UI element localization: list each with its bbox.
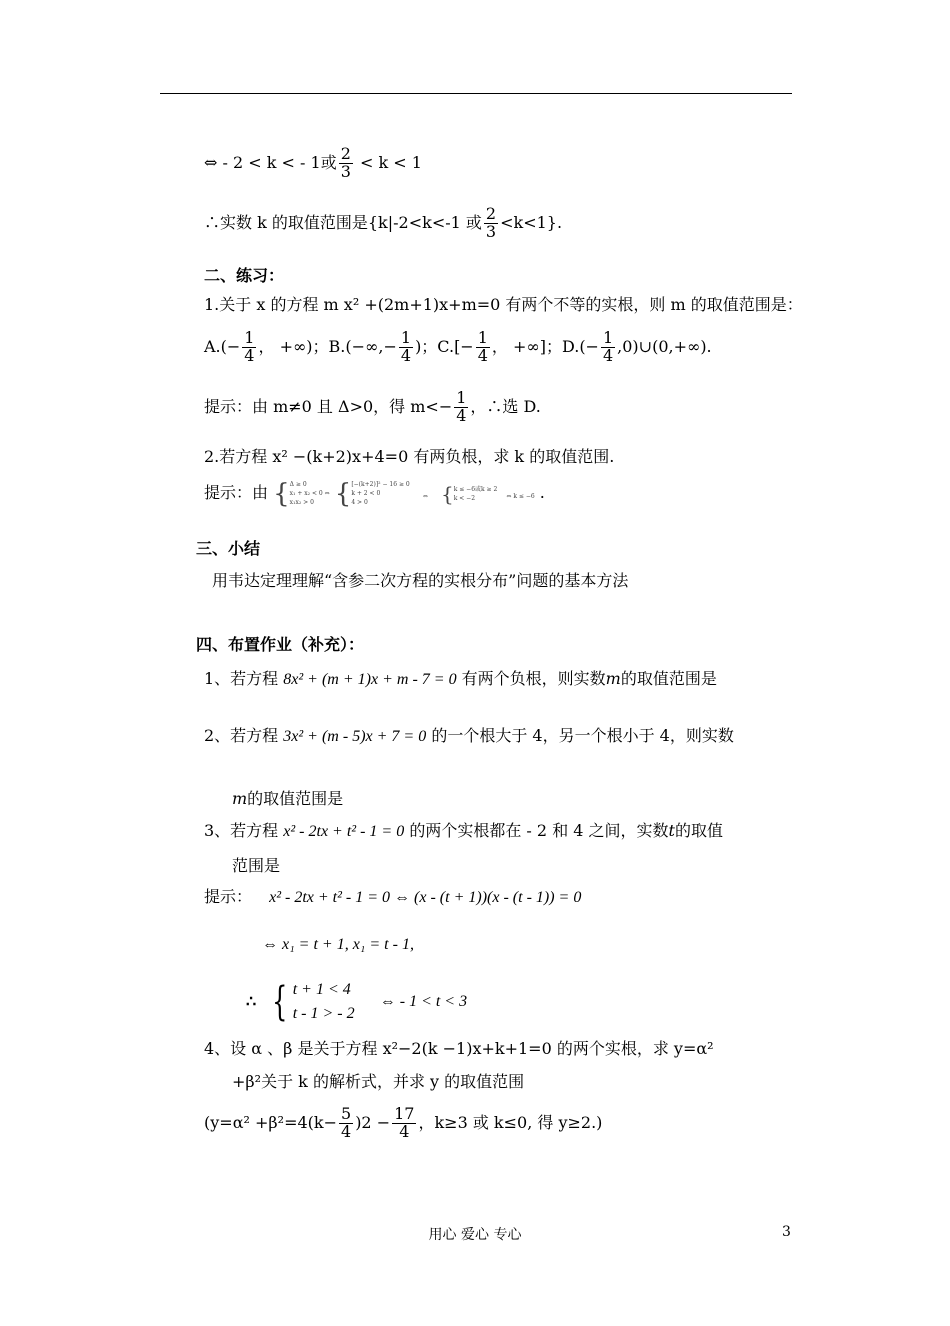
denominator: 4 [341,1121,352,1141]
hint-2-system-1 [273,480,330,507]
row: [−(k+2)]² − 16 ≥ 0 [351,481,410,488]
fraction [476,330,490,365]
value: - 2 [526,821,548,840]
homework-3 [204,821,723,843]
text: 提示：由 m≠0 且 Δ>0，得 m<− [204,396,453,416]
numerator: 1 [244,328,255,347]
exercise-2: 2.若方程 x² −(k+2)x+4=0 有两负根，求 k 的取值范围. [204,447,615,466]
row: t + 1 < 4 [292,981,351,998]
footer-motto: 用心 爱心 专心 [428,1227,522,1243]
equation: x² - 2tx + t² - 1 = 0 ⇔ (x - (t + 1))(x - (t - 1)) = 0 [269,889,582,906]
text: < k < 1 [354,152,422,172]
text: <k<1}. [500,212,563,232]
row: k < −2 [453,494,476,502]
equiv: ⇔ [422,493,428,500]
denominator: 4 [244,345,255,365]
therefore-icon: ∴ [246,991,257,1011]
text: 1、若方程 [204,669,279,688]
hint-2 [204,480,545,507]
text: ,0)∪(0,+∞). [617,336,712,356]
denominator: 4 [399,1121,410,1141]
exercise-1-options [204,330,712,365]
fraction [242,330,256,365]
range-conclusion [204,206,562,241]
text: 3、若方程 [204,821,279,840]
text: ，k≥3 或 k≤0, 得 y≥2.) [418,1112,603,1132]
text: ， +∞]；D.(− [491,336,599,356]
homework-3-cont: 范围是 [232,856,281,875]
fraction [339,146,353,181]
numerator: 2 [485,204,497,223]
brace-icon: { [334,478,352,509]
text: 的两个实根都在 [409,821,522,840]
homework-4: 4、设 α 、β 是关于方程 x²−2(k −1)x+k+1=0 的两个实根，求 y=α² [204,1039,714,1058]
hint-2-system-2 [335,480,410,507]
equation: ⇔ x₁ = t + 1, x₁ = t - 1, [262,936,414,953]
summary-text: 用韦达定理理解“含参二次方程的实根分布”问题的基本方法 [212,571,629,590]
header-rule [160,93,792,94]
numerator: 17 [394,1104,415,1123]
homework-3-hint-system [246,978,467,1026]
result: ⇔ k ≤ −6 [506,493,535,500]
text: ，∴选 D. [470,396,541,416]
equation: 8x² + (m + 1)x + m - 7 = 0 [283,671,457,688]
denominator: 4 [477,345,488,365]
homework-3-hint-roots [262,934,414,956]
text: A.(− [204,336,241,356]
equivalence-line [204,146,422,181]
equation: 3x² + (m - 5)x + 7 = 0 [283,728,427,745]
system [267,978,354,1026]
page-number: 3 [782,1224,791,1240]
text: . [539,483,545,503]
numerator: 1 [602,328,614,347]
fraction [399,330,413,365]
rows [293,978,355,1026]
rows [290,480,330,507]
denominator: 4 [400,345,412,365]
text: 的取值范围是 [620,669,717,688]
fraction [392,1106,416,1141]
text: 提示：由 [204,483,269,503]
row: Δ ≥ 0 [289,481,307,488]
fraction [601,330,615,365]
hint-2-system-3 [440,481,498,506]
homework-4-answer [204,1106,602,1141]
text: ⇔ - 2 < k < - 1或 [204,152,337,172]
variable: m [605,669,621,688]
row: t - 1 > - 2 [292,1005,355,1022]
row: k + 2 < 0 [351,490,381,497]
fraction [454,390,468,425]
equation: x² - 2tx + t² - 1 = 0 [283,823,405,840]
rows [454,485,498,503]
homework-2-cont [232,789,343,810]
text: ∴实数 k 的取值范围是{k|-2<k<-1 或 [204,212,482,232]
row: x₁x₂ > 0 [289,499,314,506]
numerator: 2 [340,144,351,163]
denominator: 4 [456,405,467,425]
numerator: 1 [477,328,488,347]
text: 的一个根大于 4，另一个根小于 4，则实数 [431,726,734,745]
homework-4-cont: +β²关于 k 的解析式，并求 y 的取值范围 [232,1072,525,1091]
section-3-title: 三、小结 [196,539,261,558]
homework-3-hint [204,887,581,909]
brace-icon: { [440,481,454,506]
row: x₁ + x₂ < 0 ⇔ [289,490,330,497]
text: 2、若方程 [204,726,279,745]
section-4-title: 四、布置作业（补充）： [196,635,365,654]
variable: t [668,821,675,840]
numerator: 1 [456,388,467,407]
denominator: 3 [485,221,497,241]
text: (y=α² +β²=4(k− [204,1112,337,1132]
result: ⇔ - 1 < t < 3 [379,992,468,1010]
fraction [339,1106,353,1141]
section-2-title: 二、练习： [204,266,285,285]
numerator: 1 [400,328,412,347]
brace-icon: { [272,979,288,1025]
text: )2 − [355,1112,391,1132]
text: 提示： [204,887,253,906]
exercise-1: 1.关于 x 的方程 m x² +(2m+1)x+m=0 有两个不等的实根，则 m 的取值范围是： [204,295,803,314]
text: 和 4 之间，实数 [552,821,669,840]
variable: m [232,789,248,808]
homework-1 [204,669,717,691]
text: 的取值 [674,821,723,840]
row: k ≤ −6或k ≥ 2 [453,485,498,493]
rows [351,480,409,507]
fraction [484,206,498,241]
hint-1 [204,390,541,425]
brace-icon: { [273,478,290,509]
text: 的取值范围是 [247,789,344,808]
text: )；C.[− [415,336,474,356]
homework-2 [204,726,734,748]
text: 有两个负根，则实数 [461,669,606,688]
denominator: 3 [340,161,351,181]
denominator: 4 [602,345,614,365]
numerator: 5 [341,1104,352,1123]
text: ， +∞)；B.(−∞,− [258,336,397,356]
row: 4 > 0 [351,499,368,506]
